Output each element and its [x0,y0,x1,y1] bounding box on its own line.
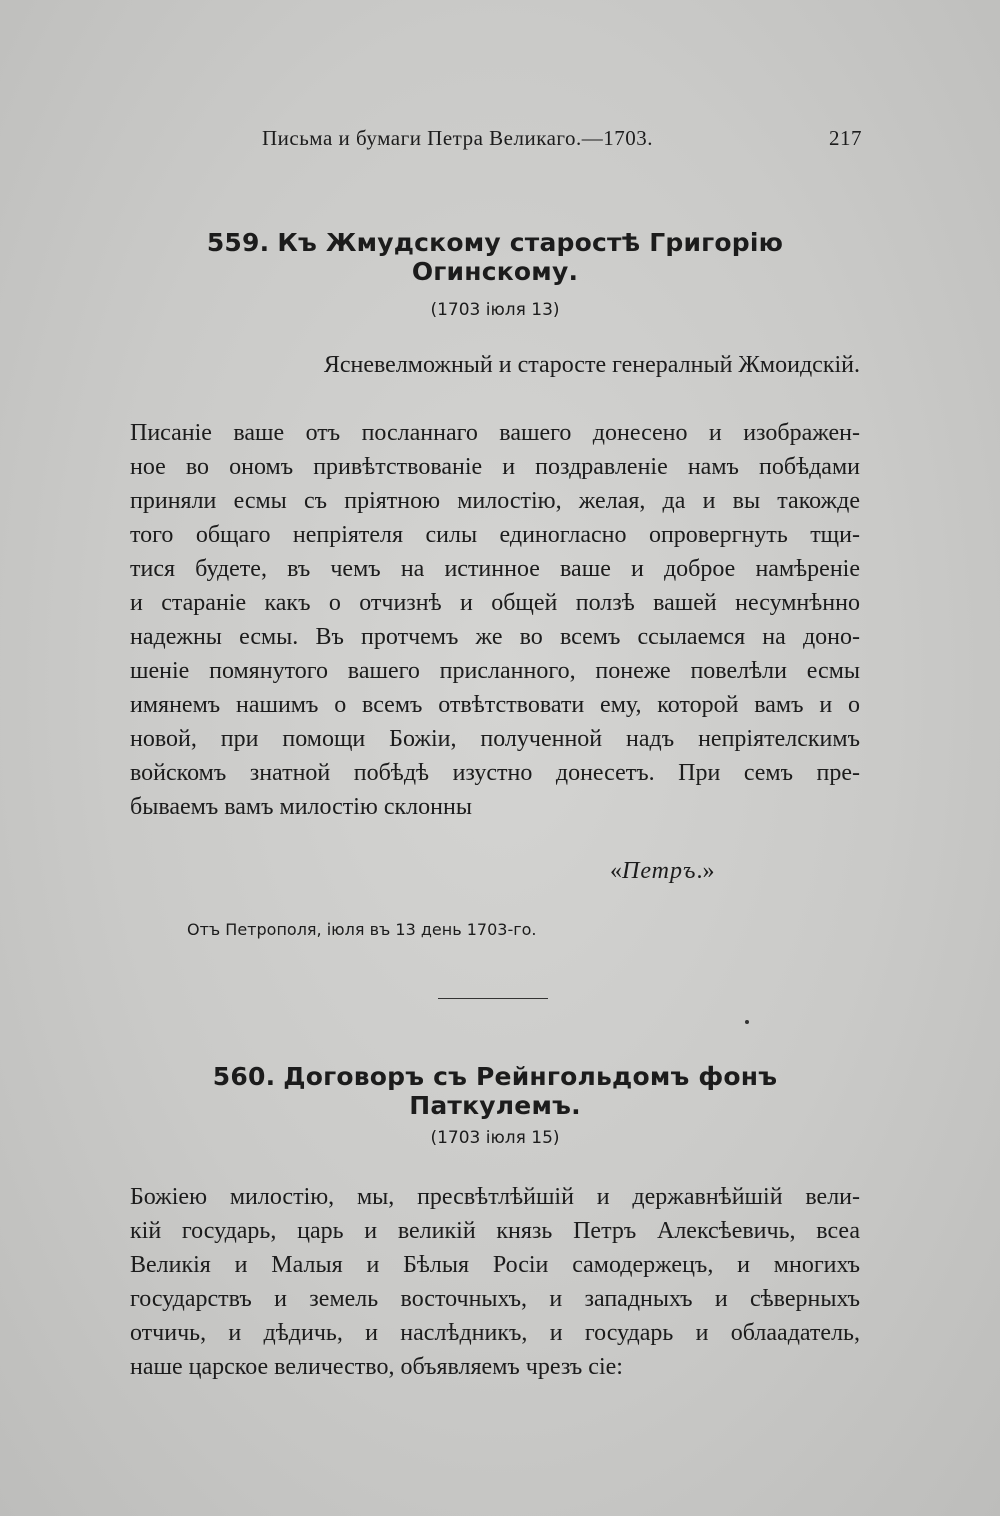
body-line: кій государь, царь и великій князь Петръ Алексѣевичь, всеа [130,1218,860,1244]
body-line: государствъ и земель восточныхъ, и западныхъ и сѣверныхъ [130,1286,860,1312]
body-line: тися будете, въ чемъ на истинное ваше и доброе намѣреніе [130,556,860,582]
body-line: приняли есмы съ пріятною милостію, желая, да и вы такожде [130,488,860,514]
body-line: ное во ономъ привѣтствованіе и поздравленіе намъ побѣдами [130,454,860,480]
body-line: бываемъ вамъ милостію склонны [130,794,472,820]
letter-559-date: (1703 іюля 13) [430,300,560,320]
letter-559-salutation: Ясневелможный и старосте генералный Жмоидскій. [323,352,860,378]
page-number: 217 [829,126,862,150]
letter-560-heading [130,1062,860,1120]
signature-name: Петръ [622,858,697,884]
body-line: имянемъ нашимъ о всемъ отвѣтствовати ему, которой вамъ и о [130,692,860,718]
body-line: наше царское величество, объявляемъ чрезъ сіе: [130,1354,623,1380]
letter-559-heading [130,228,860,286]
body-line: Великія и Малыя и Бѣлыя Росіи самодержецъ, и многихъ [130,1252,860,1278]
body-line: войскомъ знатной побѣдѣ изустно донесетъ. При семъ пре- [130,760,860,786]
body-line: отчичь, и дѣдичь, и наслѣдникъ, и государь и облаадатель, [130,1320,860,1346]
ink-speck [745,1020,749,1024]
running-head-title: Письма и бумаги Петра Великаго.—1703. [262,126,654,150]
letter-559-signature [610,858,714,885]
signature-quote-close: .» [696,858,715,884]
body-line: того общаго непріятеля силы единогласно опровергнуть тщи- [130,522,860,548]
section-divider [438,998,548,999]
body-line: новой, при помощи Божіи, полученной надъ непріятелскимъ [130,726,860,752]
body-line: и стараніе какъ о отчизнѣ и общей ползѣ вашей несумнѣнно [130,590,860,616]
letter-559-number: 559. [206,228,270,257]
letter-559-title: Къ Жмудскому старостѣ Григорію Огинскому. [277,228,784,286]
letter-560-number: 560. [212,1062,276,1091]
signature-quote-open: « [610,858,622,884]
body-line: Божіею милостію, мы, пресвѣтлѣйшій и державнѣйшій вели- [130,1184,860,1210]
body-line: надежны есмы. Въ протчемъ же во всемъ ссылаемся на доно- [130,624,860,650]
body-line: шеніе помянутого вашего присланного, понеже повелѣли есмы [130,658,860,684]
letter-560-date: (1703 іюля 15) [430,1128,560,1148]
letter-560-title: Договоръ съ Рейнгольдомъ фонъ Паткулемъ. [283,1062,778,1120]
letter-559-dated: Отъ Петрополя, іюля въ 13 день 1703-го. [187,920,537,939]
body-line: Писаніе ваше отъ посланнаго вашего донесено и изображен- [130,420,860,446]
